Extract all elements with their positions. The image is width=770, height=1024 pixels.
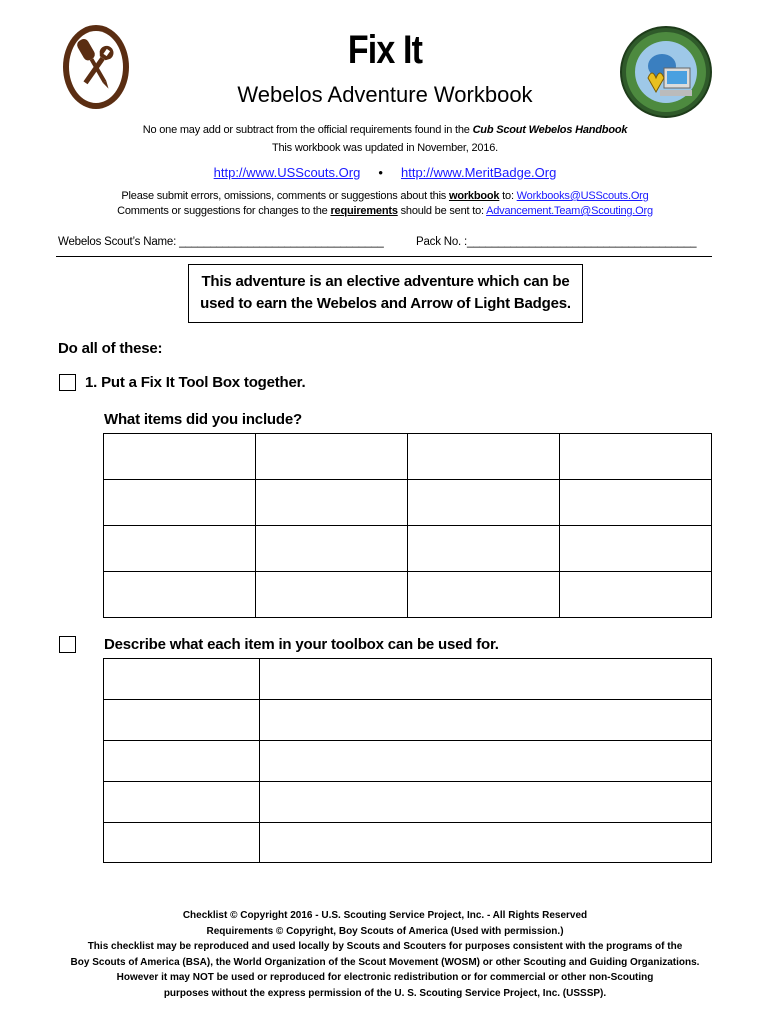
- table-cell[interactable]: [559, 434, 711, 480]
- table-cell[interactable]: [260, 700, 712, 741]
- table-cell[interactable]: [104, 741, 260, 782]
- usscouts-link[interactable]: http://www.USScouts.Org: [213, 165, 361, 180]
- requirements-mid: should be sent to:: [397, 205, 487, 217]
- disclaimer-text: No one may add or subtract from the official requirements found in the: [142, 124, 473, 136]
- table-cell[interactable]: [104, 572, 256, 618]
- describe-heading: Describe what each item in your toolbox can be used for.: [104, 636, 499, 653]
- table-cell[interactable]: [104, 526, 256, 572]
- errors-line: [0, 190, 770, 202]
- table-cell[interactable]: [559, 480, 711, 526]
- updated-line: This workbook was updated in November, 2016.: [272, 142, 498, 154]
- table-cell[interactable]: [256, 480, 408, 526]
- requirements-keyword: requirements: [330, 205, 398, 217]
- elective-notice-box: [188, 264, 583, 323]
- table-cell[interactable]: [408, 526, 559, 572]
- toolbox-uses-table: [103, 658, 712, 863]
- footer-line-1: Checklist © Copyright 2016 - U.S. Scouting Service Project, Inc. - All Rights Reserved: [182, 910, 588, 921]
- table-cell[interactable]: [104, 434, 256, 480]
- page-title: Fix It: [347, 28, 423, 72]
- requirement-1-checkbox[interactable]: [59, 374, 76, 391]
- footer-line-5: However it may NOT be used or reproduced for electronic redistribution or for commercial or other non-Scouting: [116, 972, 654, 983]
- footer-line-6: purposes without the express permission of the U. S. Scouting Service Project, Inc. (USSSP).: [163, 987, 607, 999]
- footer-line-4: Boy Scouts of America (BSA), the World Organization of the Scout Movement (WOSM) or other Scouting and Guiding Organizations.: [70, 956, 700, 968]
- table-cell[interactable]: [408, 480, 559, 526]
- table-cell[interactable]: [559, 526, 711, 572]
- workbooks-email-link[interactable]: Workbooks@USScouts.Org: [516, 190, 649, 202]
- table-cell[interactable]: [260, 741, 712, 782]
- table-cell[interactable]: [104, 823, 260, 863]
- copyright-footer: [40, 908, 730, 1001]
- table-cell[interactable]: [104, 659, 260, 700]
- table-cell[interactable]: [260, 823, 712, 863]
- notice-line-2: used to earn the Webelos and Arrow of Light Badges.: [200, 295, 571, 312]
- table-cell[interactable]: [408, 434, 559, 480]
- header-divider: [56, 256, 712, 257]
- table-cell[interactable]: [256, 526, 408, 572]
- toolbox-items-table: [103, 433, 712, 618]
- table-cell[interactable]: [104, 700, 260, 741]
- table-cell[interactable]: [260, 782, 712, 823]
- requirements-line: [0, 205, 770, 217]
- links-line: [0, 165, 770, 180]
- table-cell[interactable]: [104, 480, 256, 526]
- handbook-name: Cub Scout Webelos Handbook: [472, 124, 628, 136]
- describe-checkbox[interactable]: [59, 636, 76, 653]
- footer-line-2: Requirements © Copyright, Boy Scouts of America (Used with permission.): [206, 925, 564, 937]
- notice-line-1: This adventure is an elective adventure which can be: [201, 273, 570, 290]
- table-cell[interactable]: [559, 572, 711, 618]
- table-cell[interactable]: [408, 572, 559, 618]
- requirement-1-text: 1. Put a Fix It Tool Box together.: [85, 374, 306, 391]
- scout-name-field[interactable]: Webelos Scout’s Name: _________________________________: [58, 236, 384, 248]
- requirement-1-question: What items did you include?: [104, 411, 302, 428]
- workbook-keyword: workbook: [448, 190, 500, 202]
- meritbadge-link[interactable]: http://www.MeritBadge.Org: [401, 165, 557, 180]
- advancement-email-link[interactable]: Advancement.Team@Scouting.Org: [486, 205, 653, 217]
- table-cell[interactable]: [256, 434, 408, 480]
- errors-mid: to:: [499, 190, 517, 202]
- requirements-text: Comments or suggestions for changes to the: [117, 205, 331, 217]
- table-cell[interactable]: [104, 782, 260, 823]
- errors-text: Please submit errors, omissions, comments or suggestions about this: [121, 190, 449, 202]
- bullet-separator: •: [378, 165, 383, 180]
- pack-number-field[interactable]: Pack No. :_____________________________________: [416, 236, 697, 248]
- page-subtitle: Webelos Adventure Workbook: [237, 82, 533, 107]
- disclaimer-line: [0, 124, 770, 136]
- table-cell[interactable]: [260, 659, 712, 700]
- table-cell[interactable]: [256, 572, 408, 618]
- do-all-heading: Do all of these:: [58, 340, 163, 357]
- footer-line-3: This checklist may be reproduced and used locally by Scouts and Scouters for purposes consistent with the programs of the: [87, 941, 683, 952]
